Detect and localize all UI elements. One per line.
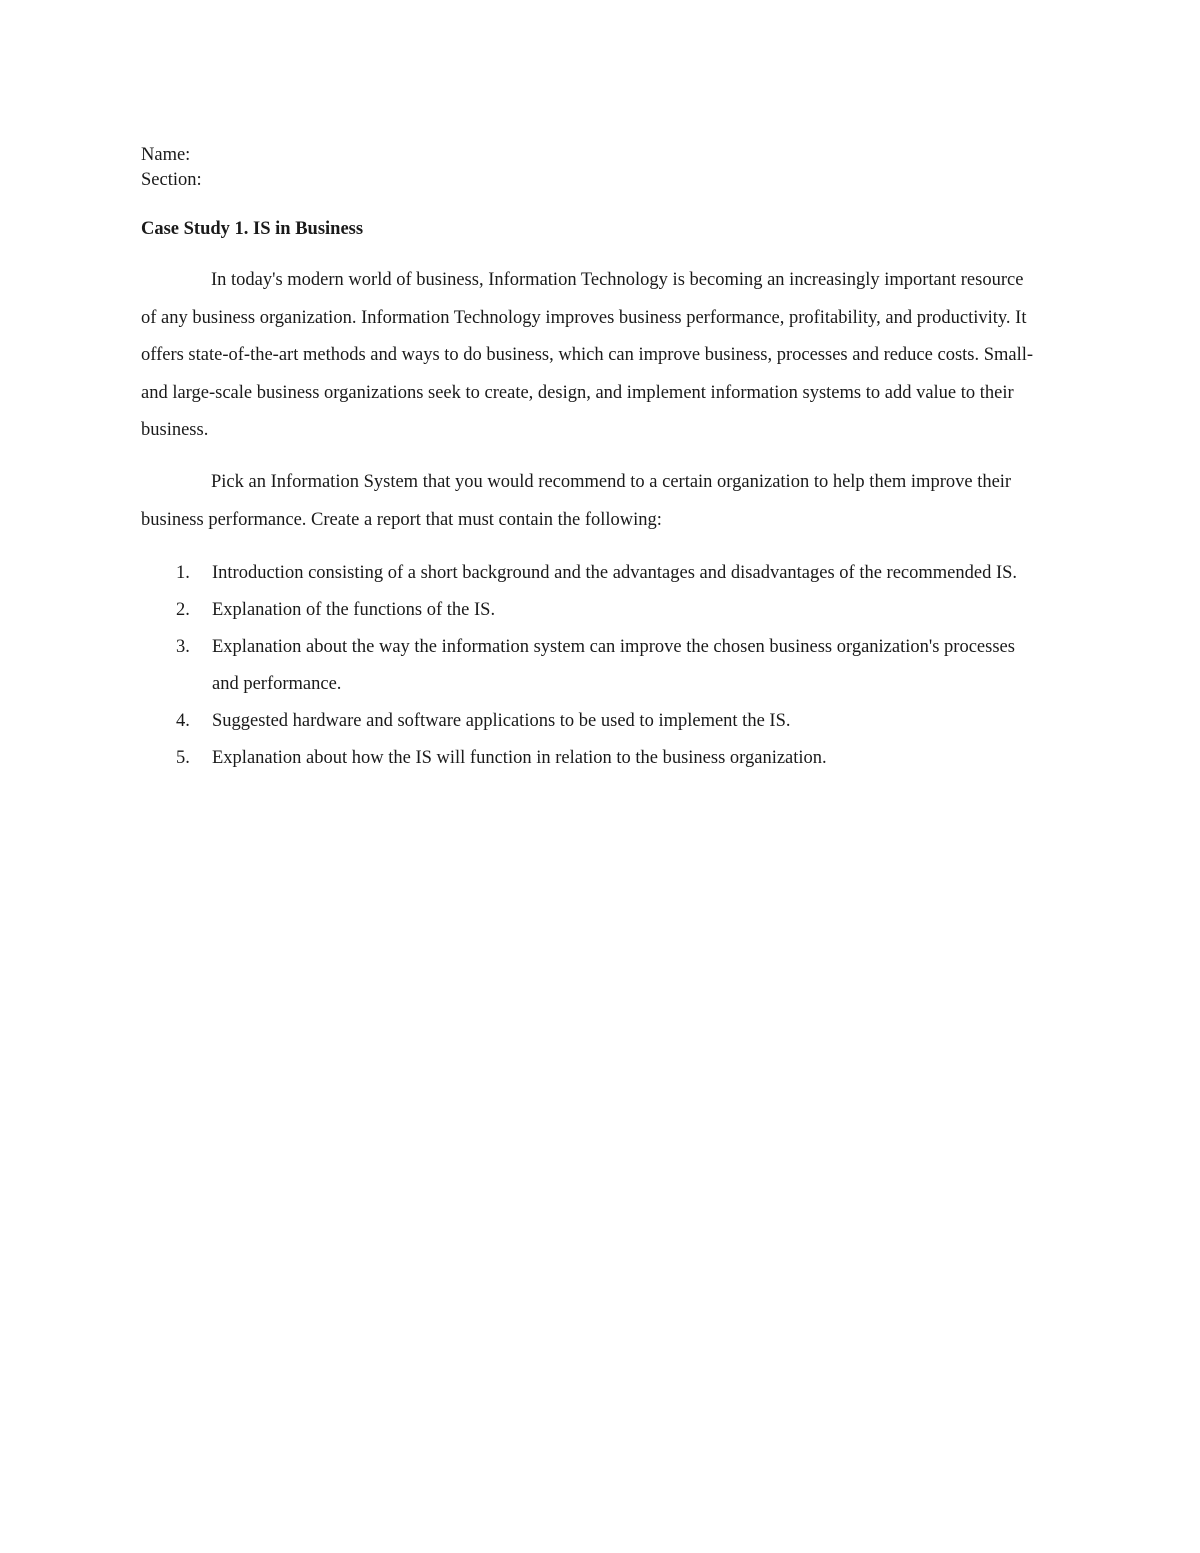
name-field-label: Name: [141, 145, 191, 165]
intro-paragraph: In today's modern world of business, Information Technology is becoming an increasingly important resource of any business organization. Information Technology improves business performance, profitability, and productivity. It offers state-of-the-art methods and ways to do business, which can improve business, processes and reduce costs. Small- and large-scale business organizations seek to create, design, and implement information systems to add value to their business. [141, 270, 1034, 440]
list-item-number: 5. [176, 748, 190, 768]
list-item-text: Explanation of the functions of the IS. [212, 600, 496, 620]
list-item [141, 555, 1041, 592]
student-info-block [141, 143, 202, 193]
list-item-number: 2. [176, 600, 190, 620]
instructions-paragraph: Pick an Information System that you would recommend to a certain organization to help them improve their business performance. Create a report that must contain the following: [141, 472, 1012, 530]
list-item-number: 4. [176, 711, 190, 731]
list-item [141, 592, 1041, 629]
section-field-label: Section: [141, 170, 202, 190]
requirements-list [141, 555, 1041, 777]
list-item-text: Introduction consisting of a short background and the advantages and disadvantages of the recommended IS. [212, 563, 1018, 583]
list-item-text: Explanation about how the IS will function in relation to the business organization. [212, 748, 827, 768]
list-item [141, 629, 1041, 703]
document-title: Case Study 1. IS in Business [141, 219, 364, 239]
list-item-text: Explanation about the way the information system can improve the chosen business organization's processes and performance. [212, 637, 1015, 694]
list-item-number: 3. [176, 637, 190, 657]
list-item-text: Suggested hardware and software applications to be used to implement the IS. [212, 711, 791, 731]
list-item [141, 740, 1041, 777]
list-item-number: 1. [176, 563, 190, 583]
list-item [141, 703, 1041, 740]
